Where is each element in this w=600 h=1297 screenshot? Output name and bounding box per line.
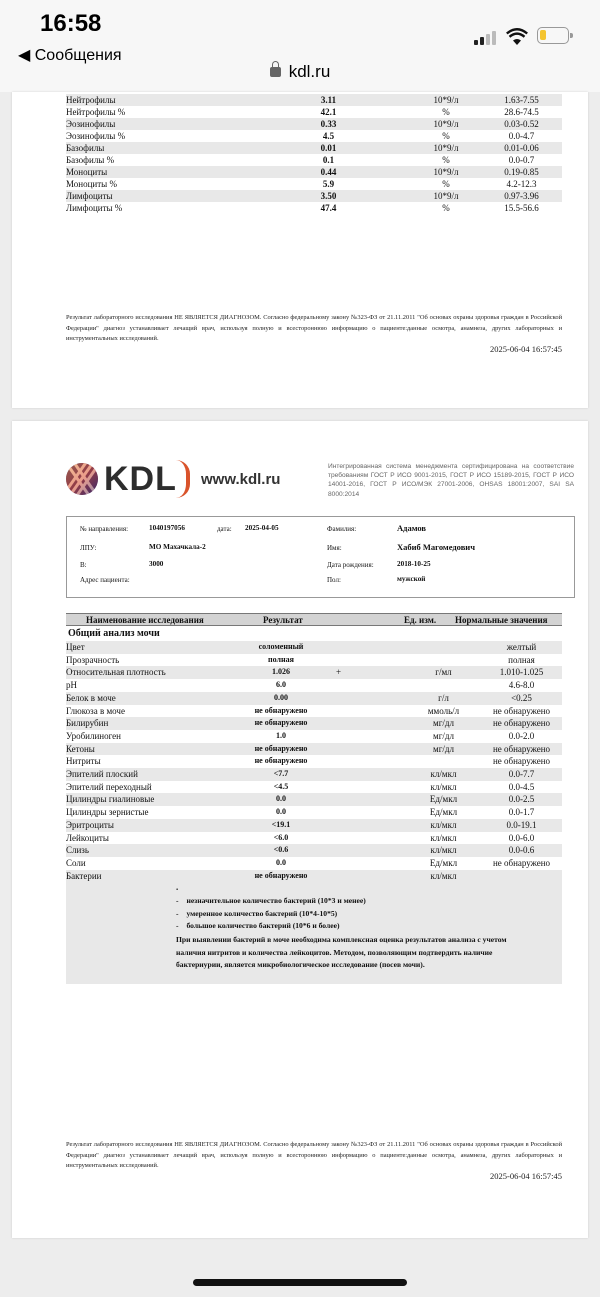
table-row <box>66 793 562 806</box>
test-normal: 0.0-2.0 <box>508 730 535 741</box>
lock-icon <box>270 67 281 77</box>
test-unit: кл/мкл <box>406 844 481 857</box>
test-unit: % <box>442 131 450 141</box>
status-bar <box>0 0 600 92</box>
address-label: Адрес пациента: <box>80 576 130 584</box>
test-flag <box>336 793 406 806</box>
table-row <box>66 717 562 730</box>
test-unit: кл/мкл <box>406 870 481 883</box>
test-result: 5.9 <box>322 179 335 189</box>
test-flag <box>381 190 411 202</box>
test-unit: % <box>442 155 450 165</box>
referral-date: 2025-04-05 <box>245 524 279 532</box>
test-normal: 28.6-74.5 <box>504 107 539 117</box>
test-result: 0.0 <box>226 793 336 806</box>
test-normal: 0.03-0.52 <box>481 118 562 130</box>
table-row <box>66 202 562 214</box>
test-result: не обнаружено <box>226 743 336 756</box>
print-timestamp-1: 2025-06-04 16:57:45 <box>489 344 562 354</box>
test-result: полная <box>268 654 294 664</box>
test-result: 0.0 <box>276 807 286 817</box>
kdl-website: www.kdl.ru <box>201 471 281 488</box>
test-result: соломенный <box>226 641 336 654</box>
patient-surname: Адамов <box>397 523 426 533</box>
table-row <box>66 730 562 743</box>
test-normal: 0.0-0.6 <box>481 844 562 857</box>
kdl-logo <box>66 460 286 500</box>
cellular-signal-icon <box>474 31 500 45</box>
test-result: 1.0 <box>276 730 286 740</box>
referral-label: № направления: <box>80 525 129 533</box>
table-row <box>66 118 562 130</box>
referral-number: 1040197056 <box>149 524 185 532</box>
test-unit: % <box>442 107 450 117</box>
table-row <box>66 142 562 154</box>
test-unit: Ед/мкл <box>429 857 458 868</box>
test-result: 3.50 <box>276 190 381 202</box>
patient-sex: мужской <box>397 575 426 583</box>
test-flag <box>336 781 406 794</box>
test-result: 1.026 <box>226 666 336 679</box>
test-flag <box>336 806 406 819</box>
sex-label: Пол: <box>327 576 341 584</box>
table-row <box>66 106 562 118</box>
test-name: Соли <box>66 857 86 868</box>
table-row <box>66 178 562 190</box>
test-name: Моноциты <box>66 166 276 178</box>
note-text: При выявлении бактерий в моче необходима комплексная оценка результатов анализа с учетом наличия нитритов и количества лейкоцитов. Методом, позволяющим подтвердить наличие бактериурии, является микробиологическое исследование (посев мочи). <box>176 935 507 969</box>
test-flag <box>336 717 406 730</box>
table-row <box>66 130 562 142</box>
test-normal: 0.19-0.85 <box>481 166 562 178</box>
test-flag <box>336 730 406 743</box>
test-name: Цилиндры гиалиновые <box>66 793 226 806</box>
kdl-logo-text: KDL <box>104 460 177 498</box>
test-result: 42.1 <box>320 107 337 117</box>
table-row <box>66 844 562 857</box>
clock: 16:58 <box>40 10 102 37</box>
test-result: <7.7 <box>226 768 336 781</box>
v-value: 3000 <box>149 560 164 568</box>
test-unit: мг/дл <box>406 717 481 730</box>
address-bar[interactable] <box>0 62 600 82</box>
test-name: Белок в моче <box>66 692 226 705</box>
test-result: 6.0 <box>276 680 286 690</box>
test-unit: ммоль/л <box>427 705 460 716</box>
test-name: Эритроциты <box>66 819 226 832</box>
disclaimer-text-1: Результат лабораторного исследования НЕ ЯВЛЯЕТСЯ ДИАГНОЗОМ. Согласно федеральному закону №323-ФЗ от 21.11.2011 "Об основах охраны здоровья граждан в Российской Федерации" диагноз устанавливает лечащий врач, используя полную и всестороннюю информацию о пациенте:данные осмотра, анамнеза, других лабораторных и инструментальных исследований. <box>66 314 562 342</box>
test-normal <box>481 870 562 883</box>
section-title: Общий анализ мочи <box>68 628 160 639</box>
test-normal: 0.0-0.7 <box>508 155 535 165</box>
kdl-logo-mark-icon <box>66 463 98 495</box>
test-unit: Ед/мкл <box>429 807 458 818</box>
table-row <box>66 857 562 870</box>
test-normal: не обнаружено <box>481 717 562 730</box>
test-name: Эпителий плоский <box>66 768 226 781</box>
table-row <box>66 781 562 794</box>
test-name: Эозинофилы % <box>66 131 126 141</box>
test-name: Прозрачность <box>66 654 120 665</box>
test-flag: + <box>336 666 406 679</box>
note-item: - умеренное количество бактерий (10*4-10*5) <box>176 908 366 921</box>
test-unit: 10*9/л <box>411 166 481 178</box>
test-unit: кл/мкл <box>406 768 481 781</box>
test-result: не обнаружено <box>254 756 308 766</box>
test-name: Базофилы % <box>66 155 115 165</box>
table-row <box>66 755 562 768</box>
kdl-logo-arc-icon <box>176 460 190 498</box>
test-result: 0.1 <box>322 155 335 165</box>
header-unit: Ед. изм. <box>404 615 437 625</box>
test-name: Относительная плотность <box>66 666 226 679</box>
test-normal: 0.0-4.5 <box>508 781 535 792</box>
test-flag <box>336 857 406 870</box>
test-unit: мг/дл <box>433 730 454 741</box>
test-name: Нитриты <box>66 756 101 767</box>
test-flag <box>381 106 411 118</box>
test-normal: 0.97-3.96 <box>481 190 562 202</box>
url-text: kdl.ru <box>288 62 331 81</box>
test-name: Билирубин <box>66 717 226 730</box>
test-normal: <0.25 <box>481 692 562 705</box>
test-result: 3.11 <box>276 94 381 106</box>
test-result: не обнаружено <box>226 717 336 730</box>
test-normal: 0.0-6.0 <box>508 832 535 843</box>
test-flag <box>336 654 406 667</box>
test-normal: 0.0-7.7 <box>481 768 562 781</box>
test-result: <4.5 <box>273 781 289 791</box>
test-normal: 1.63-7.55 <box>481 94 562 106</box>
test-unit <box>406 641 481 654</box>
note-dot: . <box>176 882 179 892</box>
note-item: - большое количество бактерий (10*6 и более) <box>176 920 366 933</box>
test-unit: 10*9/л <box>411 118 481 130</box>
test-flag <box>336 743 406 756</box>
wifi-icon <box>506 28 528 46</box>
test-name: Лимфоциты % <box>66 203 123 213</box>
test-unit: 10*9/л <box>411 142 481 154</box>
test-flag <box>381 118 411 130</box>
test-flag <box>336 641 406 654</box>
test-name: Моноциты % <box>66 179 117 189</box>
test-flag <box>336 705 406 718</box>
test-flag <box>336 755 406 768</box>
test-name: Лейкоциты <box>66 832 109 843</box>
test-result: <19.1 <box>226 819 336 832</box>
test-flag <box>381 142 411 154</box>
test-result: <0.6 <box>226 844 336 857</box>
battery-icon <box>537 27 569 44</box>
test-name: Нейтрофилы <box>66 94 276 106</box>
test-name: pH <box>66 680 77 691</box>
test-unit: г/л <box>406 692 481 705</box>
test-unit: Ед/мкл <box>406 793 481 806</box>
test-normal: 0.0-4.7 <box>508 131 535 141</box>
test-name: Эпителий переходный <box>66 781 152 792</box>
test-flag <box>336 692 406 705</box>
test-name: Кетоны <box>66 743 226 756</box>
test-result: 0.01 <box>276 142 381 154</box>
test-flag <box>336 870 406 883</box>
test-unit: % <box>442 179 450 189</box>
test-name: Нейтрофилы % <box>66 107 126 117</box>
test-name: Глюкоза в моче <box>66 705 125 716</box>
results-table-header <box>66 613 562 626</box>
dob-label: Дата рождения: <box>327 561 374 569</box>
test-result: не обнаружено <box>254 705 308 715</box>
back-to-messages-button[interactable]: ◀ Сообщения <box>18 47 122 64</box>
test-normal: желтый <box>481 641 562 654</box>
test-normal: не обнаружено <box>492 756 551 767</box>
test-flag <box>336 844 406 857</box>
v-label: В: <box>80 561 87 569</box>
test-result: 0.44 <box>276 166 381 178</box>
test-unit: мг/дл <box>406 743 481 756</box>
bacteria-note <box>66 882 562 984</box>
test-normal: не обнаружено <box>492 705 551 716</box>
test-result: не обнаружено <box>226 870 336 883</box>
disclaimer-text-2: Результат лабораторного исследования НЕ ЯВЛЯЕТСЯ ДИАГНОЗОМ. Согласно федеральному закону №323-ФЗ от 21.11.2011 "Об основах охраны здоровья граждан в Российской Федерации" диагноз устанавливает лечащий врач, используя полную и всестороннюю информацию о пациенте:данные осмотра, анамнеза, других лабораторных и инструментальных исследований. <box>66 1141 562 1169</box>
test-normal: 0.0-19.1 <box>481 819 562 832</box>
table-row <box>66 154 562 166</box>
test-name: Базофилы <box>66 142 276 154</box>
test-normal: 4.6-8.0 <box>508 680 535 691</box>
table-row <box>66 654 562 667</box>
urine-results-table <box>66 641 562 882</box>
patient-dob: 2018-10-25 <box>397 560 431 568</box>
date-label: дата: <box>217 525 232 533</box>
table-row <box>66 705 562 718</box>
test-normal: 0.01-0.06 <box>481 142 562 154</box>
test-name: Бактерии <box>66 870 226 883</box>
test-name: Цилиндры зернистые <box>66 807 149 818</box>
note-item: - незначительное количество бактерий (10*3 и менее) <box>176 895 366 908</box>
test-normal: не обнаружено <box>492 857 551 868</box>
test-name: Лимфоциты <box>66 190 276 202</box>
header-name: Наименование исследования <box>86 615 204 625</box>
test-flag <box>381 154 411 166</box>
blood-results-table <box>66 94 562 214</box>
test-unit: г/мл <box>406 666 481 679</box>
test-unit <box>406 654 481 667</box>
test-flag <box>336 832 406 845</box>
test-normal: 0.0-1.7 <box>508 807 535 818</box>
test-unit <box>406 755 481 768</box>
header-normal: Нормальные значения <box>455 615 548 625</box>
test-name: Цвет <box>66 641 226 654</box>
table-row <box>66 190 562 202</box>
test-normal: 0.0-2.5 <box>481 793 562 806</box>
table-row <box>66 692 562 705</box>
table-row <box>66 641 562 654</box>
table-row <box>66 743 562 756</box>
test-flag <box>336 819 406 832</box>
test-unit: кл/мкл <box>430 832 457 843</box>
test-flag <box>381 130 411 142</box>
lpu-label: ЛПУ: <box>80 544 97 552</box>
test-result: <6.0 <box>273 832 289 842</box>
test-normal: полная <box>508 654 535 665</box>
test-normal: 1.010-1.025 <box>481 666 562 679</box>
test-result: 4.5 <box>322 131 335 141</box>
test-result: 0.0 <box>276 857 286 867</box>
test-unit: кл/мкл <box>430 781 457 792</box>
test-name: Слизь <box>66 844 226 857</box>
test-flag <box>381 166 411 178</box>
test-flag <box>381 202 411 214</box>
test-flag <box>381 94 411 106</box>
test-name: Уробилиноген <box>66 730 121 741</box>
name-label: Имя: <box>327 544 342 552</box>
test-unit: % <box>442 203 450 213</box>
patient-name: Хабиб Магомедович <box>397 542 475 552</box>
table-row <box>66 870 562 883</box>
print-timestamp-2: 2025-06-04 16:57:45 <box>489 1171 562 1181</box>
table-row <box>66 819 562 832</box>
test-normal: 4.2-12.3 <box>506 179 537 189</box>
table-row <box>66 679 562 692</box>
test-flag <box>336 768 406 781</box>
test-result: 0.00 <box>226 692 336 705</box>
lpu-value: МО Махачкала-2 <box>149 543 206 551</box>
test-unit: 10*9/л <box>411 94 481 106</box>
test-normal: не обнаружено <box>481 743 562 756</box>
test-unit: кл/мкл <box>406 819 481 832</box>
test-name: Эозинофилы <box>66 118 276 130</box>
table-row <box>66 94 562 106</box>
certification-text: Интегрированная система менеджмента сертифицирована на соответствие требованиям ГОСТ Р ИСО 9001-2015, ГОСТ Р ИСО 15189-2015, ГОСТ Р ИСО 14001-2016, ГОСТ Р ИСО/МЭК 27001-2006, OHSAS 18001:2007, SAI SA 8000:2014 <box>328 463 574 498</box>
table-row <box>66 666 562 679</box>
test-result: 47.4 <box>320 203 337 213</box>
surname-label: Фамилия: <box>327 525 357 533</box>
test-flag <box>381 178 411 190</box>
test-normal: 15.5-56.6 <box>504 203 539 213</box>
header-result: Результат <box>263 615 303 625</box>
test-unit <box>406 679 481 692</box>
test-unit: 10*9/л <box>411 190 481 202</box>
bacteria-scale-list <box>176 895 366 933</box>
table-row <box>66 806 562 819</box>
test-flag <box>336 679 406 692</box>
table-row <box>66 768 562 781</box>
test-result: 0.33 <box>276 118 381 130</box>
patient-info-box <box>66 516 575 598</box>
home-indicator[interactable] <box>193 1279 407 1286</box>
table-row <box>66 832 562 845</box>
table-row <box>66 166 562 178</box>
